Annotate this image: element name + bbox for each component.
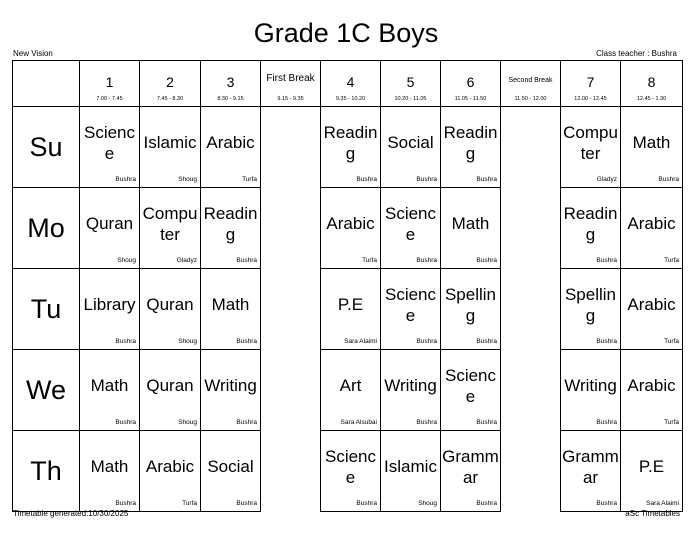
lesson-teacher: Bushra [596, 500, 617, 507]
lesson-cell [201, 269, 261, 350]
lesson-cell [561, 350, 621, 431]
lesson-teacher: Bushra [356, 500, 377, 507]
lesson-subject: Math [211, 295, 250, 314]
day-label: Mo [27, 212, 65, 243]
lesson-cell [201, 431, 261, 512]
lesson-subject: Science [324, 446, 377, 487]
break-name: Second Break [508, 77, 553, 84]
lesson-cell [80, 107, 140, 188]
lesson-cell [321, 350, 381, 431]
lesson-teacher: Sara Alaimi [646, 500, 679, 507]
lesson-cell [561, 269, 621, 350]
lesson-teacher: Bushra [236, 419, 257, 426]
lesson-subject: Computer [142, 203, 198, 244]
day-cell [13, 350, 80, 431]
lesson-teacher: Bushra [236, 338, 257, 345]
period-number: 6 [466, 74, 475, 90]
corner-cell [13, 61, 80, 107]
lesson-subject: Math [90, 376, 129, 395]
lesson-subject: Spelling [564, 284, 617, 325]
lesson-teacher: Turfa [664, 257, 679, 264]
period-number: 1 [105, 74, 114, 90]
generated-date: Timetable generated:10/30/2025 [13, 509, 129, 518]
lesson-teacher: Turfa [664, 338, 679, 345]
period-header-cell [441, 61, 501, 107]
day-row [13, 269, 683, 350]
lesson-cell [140, 431, 201, 512]
lesson-cell [561, 431, 621, 512]
lesson-teacher: Bushra [658, 176, 679, 183]
lesson-cell [140, 350, 201, 431]
lesson-teacher: Sara Alaimi [344, 338, 377, 345]
period-time: 10.20 - 11.05 [394, 96, 427, 102]
timetable [12, 60, 683, 512]
lesson-cell [80, 431, 140, 512]
break-cell [261, 350, 321, 431]
lesson-subject: Arabic [627, 295, 676, 314]
lesson-cell [321, 431, 381, 512]
period-header-cell [321, 61, 381, 107]
lesson-teacher: Turfa [664, 419, 679, 426]
lesson-teacher: Bushra [476, 500, 497, 507]
lesson-cell [381, 431, 441, 512]
lesson-cell [621, 107, 683, 188]
lesson-cell [140, 107, 201, 188]
lesson-teacher: Bushra [356, 176, 377, 183]
lesson-subject: Spelling [444, 284, 497, 325]
lesson-cell [321, 269, 381, 350]
lesson-cell [201, 107, 261, 188]
lesson-subject: Islamic [384, 457, 437, 476]
period-number: 4 [346, 74, 355, 90]
lesson-subject: Writing [384, 376, 437, 395]
lesson-cell [561, 188, 621, 269]
lesson-cell [140, 269, 201, 350]
lesson-cell [621, 431, 683, 512]
break-cell [501, 269, 561, 350]
period-header-cell [80, 61, 140, 107]
lesson-subject: Grammar [442, 446, 499, 487]
lesson-teacher: Gladyz [596, 176, 617, 183]
lesson-teacher: Bushra [416, 338, 437, 345]
timetable-body [13, 61, 683, 512]
lesson-subject: Math [90, 457, 129, 476]
lesson-teacher: Bushra [476, 338, 497, 345]
break-cell [261, 107, 321, 188]
lesson-subject: Arabic [326, 214, 375, 233]
lesson-subject: Reading [323, 122, 378, 163]
lesson-subject: Quran [85, 214, 134, 233]
lesson-cell [561, 107, 621, 188]
lesson-subject: Reading [203, 203, 258, 244]
day-cell [13, 107, 80, 188]
lesson-teacher: Shoug [178, 338, 197, 345]
period-time: 8.30 - 9.15 [217, 96, 244, 102]
lesson-subject: Quran [146, 295, 194, 314]
lesson-subject: Math [632, 133, 671, 152]
break-cell [501, 188, 561, 269]
lesson-subject: Computer [563, 122, 618, 163]
lesson-subject: Library [83, 295, 136, 314]
lesson-subject: Science [444, 365, 497, 406]
lesson-cell [441, 269, 501, 350]
period-header-cell [561, 61, 621, 107]
lesson-cell [441, 188, 501, 269]
break-cell [501, 107, 561, 188]
lesson-teacher: Bushra [115, 500, 136, 507]
break-cell [261, 431, 321, 512]
lesson-cell [80, 188, 140, 269]
lesson-teacher: Bushra [596, 338, 617, 345]
lesson-subject: Math [451, 214, 490, 233]
day-row [13, 107, 683, 188]
lesson-cell [321, 188, 381, 269]
lesson-cell [381, 350, 441, 431]
period-time: 7.00 - 7.45 [96, 96, 123, 102]
software-name: aSc Timetables [625, 509, 680, 518]
day-row [13, 350, 683, 431]
lesson-cell [140, 188, 201, 269]
lesson-subject: Reading [443, 122, 498, 163]
lesson-cell [381, 188, 441, 269]
break-header-cell [501, 61, 561, 107]
break-time: 9.15 - 9.35 [277, 96, 304, 102]
break-header-cell [261, 61, 321, 107]
lesson-subject: Writing [204, 376, 257, 395]
break-cell [501, 431, 561, 512]
lesson-teacher: Turfa [362, 257, 377, 264]
lesson-teacher: Shoug [418, 500, 437, 507]
period-time: 7.45 - 8.30 [156, 96, 184, 102]
lesson-cell [621, 269, 683, 350]
lesson-subject: Quran [146, 376, 194, 395]
lesson-subject: Arabic [627, 214, 676, 233]
lesson-teacher: Bushra [476, 257, 497, 264]
lesson-cell [321, 107, 381, 188]
lesson-teacher: Shoug [178, 419, 197, 426]
lesson-teacher: Bushra [115, 338, 136, 345]
lesson-teacher: Turfa [182, 500, 197, 507]
lesson-subject: P.E [638, 457, 665, 476]
period-time: 11.05 - 11.50 [454, 96, 487, 102]
break-cell [261, 269, 321, 350]
lesson-cell [621, 188, 683, 269]
day-label: Su [29, 131, 63, 162]
lesson-teacher: Bushra [416, 419, 437, 426]
lesson-subject: Arabic [145, 457, 195, 476]
period-time: 12.45 - 1.30 [636, 96, 667, 102]
break-cell [501, 350, 561, 431]
lesson-teacher: Shoug [178, 176, 197, 183]
day-cell [13, 269, 80, 350]
lesson-subject: Grammar [562, 446, 619, 487]
lesson-teacher: Bushra [416, 176, 437, 183]
lesson-teacher: Bushra [236, 257, 257, 264]
lesson-cell [80, 350, 140, 431]
period-header-cell [140, 61, 201, 107]
page-title: Grade 1C Boys [253, 18, 439, 48]
lesson-cell [621, 350, 683, 431]
period-header-cell [621, 61, 683, 107]
day-cell [13, 431, 80, 512]
break-cell [261, 188, 321, 269]
lesson-subject: Islamic [143, 133, 197, 152]
lesson-subject: Reading [563, 203, 618, 244]
lesson-cell [381, 269, 441, 350]
lesson-teacher: Turfa [242, 176, 257, 183]
period-number: 7 [586, 74, 595, 90]
break-name: First Break [266, 73, 315, 84]
day-row [13, 431, 683, 512]
period-time: 9.35 - 10.20 [335, 96, 366, 102]
day-label: Tu [30, 293, 62, 324]
period-number: 5 [406, 74, 415, 90]
break-time: 11.50 - 12.00 [514, 96, 547, 102]
lesson-cell [80, 269, 140, 350]
lesson-cell [201, 188, 261, 269]
lesson-teacher: Gladyz [176, 257, 197, 264]
lesson-cell [201, 350, 261, 431]
period-number: 8 [647, 74, 656, 90]
lesson-cell [381, 107, 441, 188]
lesson-subject: Social [207, 457, 254, 476]
period-number: 3 [226, 74, 235, 90]
day-cell [13, 188, 80, 269]
period-number: 2 [166, 74, 174, 90]
header-row [13, 61, 683, 107]
lesson-teacher: Sara Alsubai [340, 419, 377, 426]
lesson-cell [441, 350, 501, 431]
lesson-subject: P.E [337, 295, 364, 314]
lesson-cell [441, 107, 501, 188]
period-time: 12.00 - 12.45 [574, 96, 607, 102]
lesson-subject: Writing [564, 376, 617, 395]
period-header-cell [201, 61, 261, 107]
lesson-teacher: Bushra [115, 419, 136, 426]
lesson-teacher: Shoug [117, 257, 136, 264]
lesson-teacher: Bushra [476, 176, 497, 183]
lesson-subject: Science [83, 122, 136, 163]
school-name: New Vision [13, 49, 53, 58]
lesson-cell [441, 431, 501, 512]
lesson-subject: Science [384, 203, 437, 244]
lesson-subject: Social [387, 133, 434, 152]
lesson-teacher: Bushra [236, 500, 257, 507]
period-header-cell [381, 61, 441, 107]
lesson-subject: Arabic [206, 133, 255, 152]
lesson-subject: Art [339, 376, 362, 395]
lesson-teacher: Bushra [416, 257, 437, 264]
lesson-teacher: Bushra [115, 176, 136, 183]
lesson-teacher: Bushra [596, 257, 617, 264]
day-row [13, 188, 683, 269]
lesson-teacher: Bushra [596, 419, 617, 426]
day-label: Th [30, 455, 62, 486]
lesson-subject: Science [384, 284, 437, 325]
lesson-teacher: Bushra [476, 419, 497, 426]
day-label: We [25, 374, 66, 405]
lesson-subject: Arabic [627, 376, 676, 395]
class-teacher: Class teacher : Bushra [596, 49, 677, 58]
